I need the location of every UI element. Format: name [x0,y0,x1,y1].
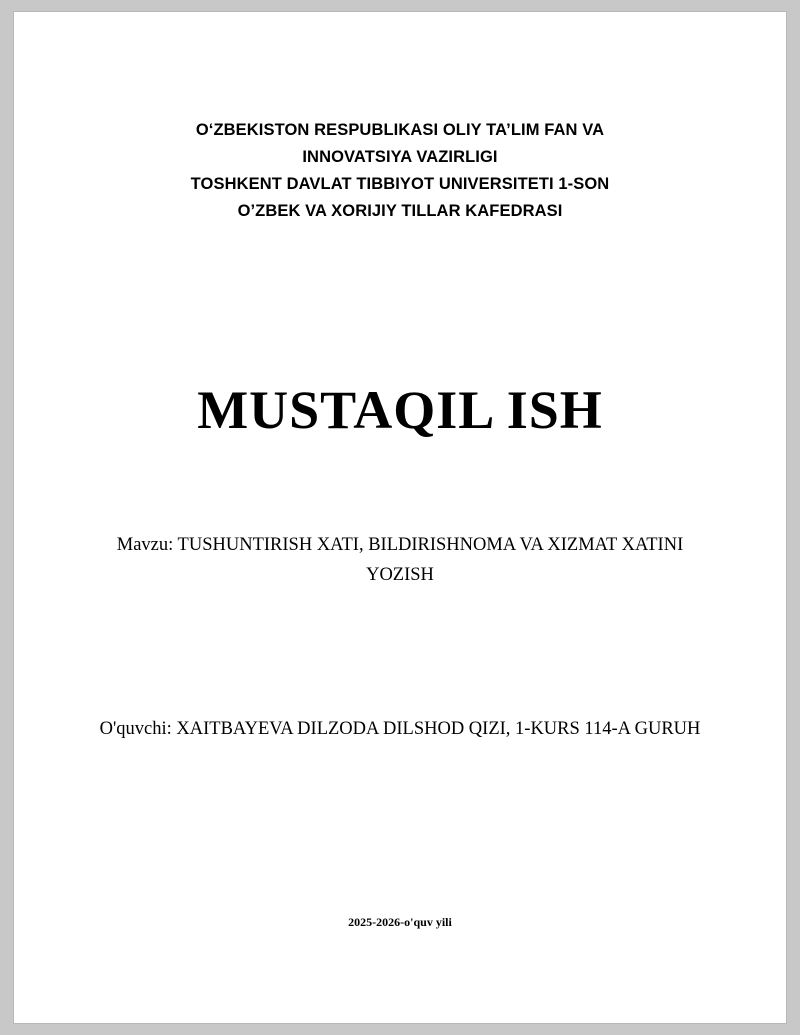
institution-header-line-3: TOSHKENT DAVLAT TIBBIYOT UNIVERSITETI 1-SON [190,175,610,193]
document-title: MUSTAQIL ISH [197,380,603,440]
page-content [14,12,786,1023]
document-subject: Mavzu: TUSHUNTIRISH XATI, BILDIRISHNOMA VA XIZMAT XATINI YOZISH [116,535,684,585]
institution-header-line-1: O‘ZBEKISTON RESPUBLIKASI OLIY TA’LIM FAN VA [195,121,605,139]
institution-header [100,117,700,225]
document-page [14,12,786,1023]
institution-header-line-4: O’ZBEK VA XORIJIY TILLAR KAFEDRASI [237,202,563,220]
institution-header-line-2: INNOVATSIYA VAZIRLIGI [302,148,498,166]
academic-year: 2025-2026-o'quv yili [348,915,452,929]
student-info: O'quvchi: XAITBAYEVA DILZODA DILSHOD QIZI, 1-KURS 114-A GURUH [99,719,701,739]
